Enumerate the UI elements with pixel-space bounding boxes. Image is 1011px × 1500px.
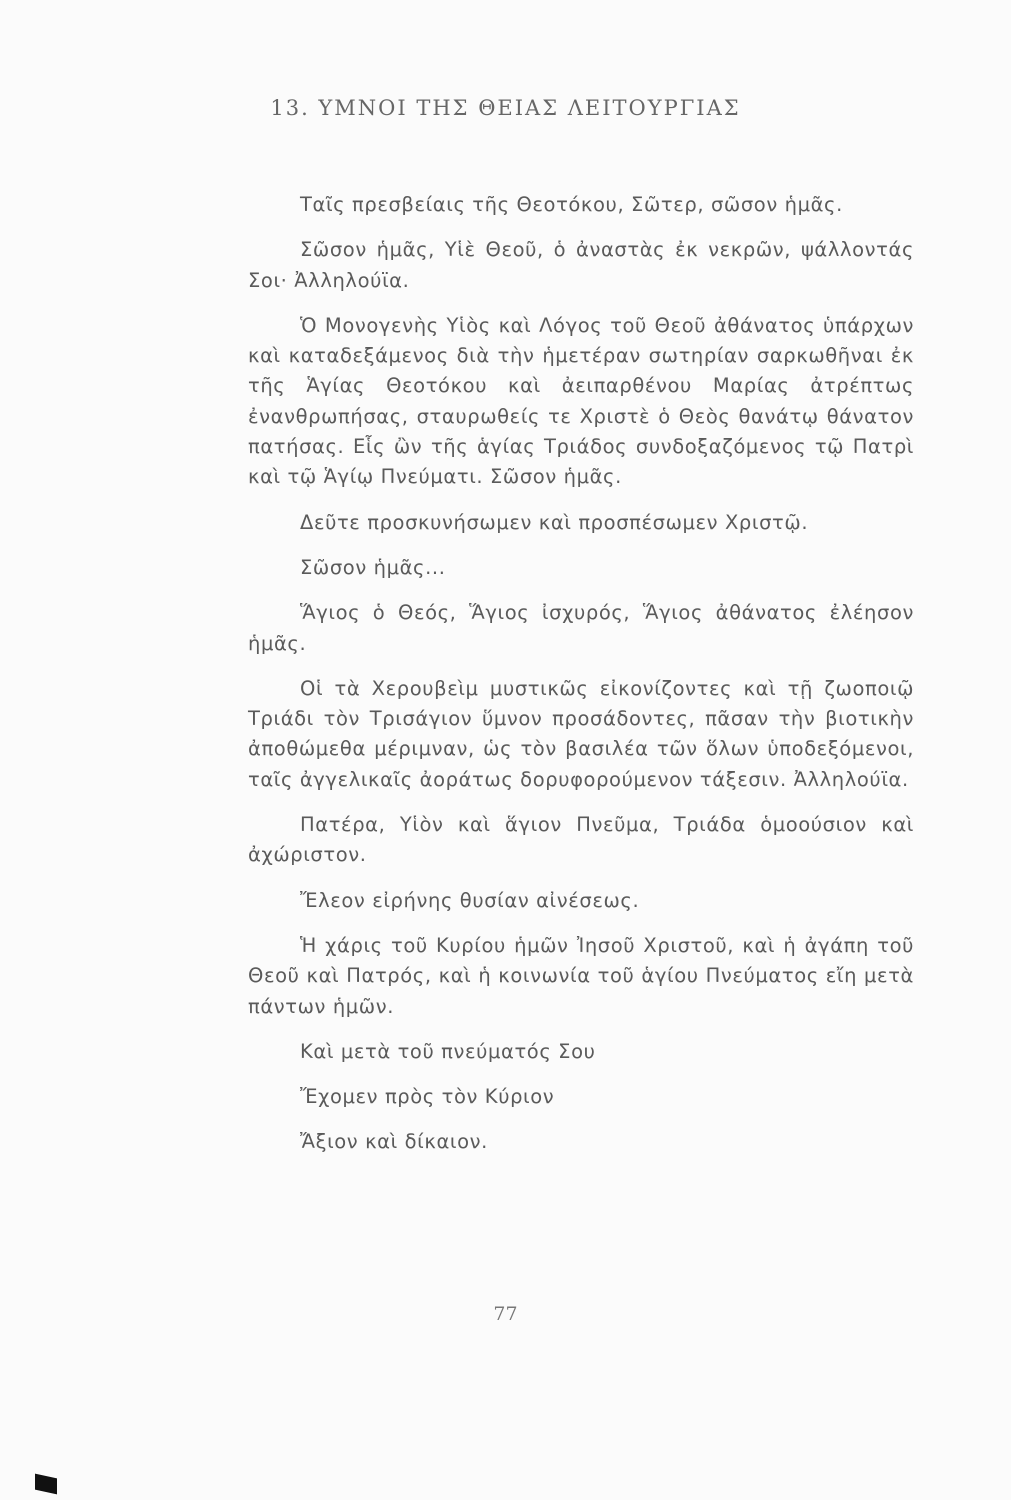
- running-head: 13. ΥΜΝΟΙ ΤΗΣ ΘΕΙΑΣ ΛΕΙΤΟΥΡΓΙΑΣ: [270, 96, 741, 120]
- scan-corner-mark: [35, 1474, 57, 1495]
- paragraph: Ἄξιον καὶ δίκαιον.: [300, 1130, 488, 1154]
- page-number: 77: [493, 1303, 518, 1325]
- paragraph: Πατέρα, Υἱὸν καὶ ἅγιον Πνεῦμα, Τριάδα ὁμοούσιον καὶ ἀχώριστον.: [248, 813, 914, 867]
- paragraph: Δεῦτε προσκυνήσωμεν καὶ προσπέσωμεν Χριστῷ.: [300, 510, 809, 534]
- paragraph: Σῶσον ἡμᾶς, Υἱὲ Θεοῦ, ὁ ἀναστὰς ἐκ νεκρῶν, ψάλλοντάς Σοι· Ἀλληλούϊα.: [248, 238, 914, 292]
- paragraph: Ταῖς πρεσβείαις τῆς Θεοτόκου, Σῶτερ, σῶσον ἡμᾶς.: [300, 193, 843, 216]
- paragraph: Σῶσον ἡμᾶς...: [300, 555, 446, 579]
- paragraph: Ἔχομεν πρὸς τὸν Κύριον: [300, 1085, 555, 1109]
- paragraph: Ἅγιος ὁ Θεός, Ἅγιος ἰσχυρός, Ἅγιος ἀθάνατος ἐλέησον ἡμᾶς.: [248, 601, 914, 655]
- paragraph: Καὶ μετὰ τοῦ πνεύματός Σου: [300, 1039, 596, 1063]
- paragraph: Ἡ χάρις τοῦ Κυρίου ἡμῶν Ἰησοῦ Χριστοῦ, καὶ ἡ ἀγάπη τοῦ Θεοῦ καὶ Πατρός, καὶ ἡ κοινωνία τοῦ ἁγίου Πνεύματος εἴη μετὰ πάντων ἡμῶν.: [248, 933, 914, 1018]
- paragraph: Ἔλεον εἰρήνης θυσίαν αἰνέσεως.: [300, 888, 640, 912]
- hymn-text: [248, 190, 914, 1173]
- paragraph: Οἱ τὰ Χερουβεὶμ μυστικῶς εἰκονίζοντες καὶ τῇ ζωοποιῷ Τριάδι τὸν Τρισάγιον ὕμνον προσάδοντες, πᾶσαν τὴν βιοτικὴν ἀποθώμεθα μέριμναν, ὡς τὸν βασιλέα τῶν ὅλων ὑποδεξόμενοι, ταῖς ἀγγελικαῖς ἀοράτως δορυφορούμενον τάξεσιν. Ἀλληλούϊα.: [248, 676, 914, 791]
- paragraph: Ὁ Μονογενὴς Υἱὸς καὶ Λόγος τοῦ Θεοῦ ἀθάνατος ὑπάρχων καὶ καταδεξάμενος διὰ τὴν ἡμετέραν σωτηρίαν σαρκωθῆναι ἐκ τῆς Ἁγίας Θεοτόκου καὶ ἀειπαρθένου Μαρίας ἀτρέπτως ἐνανθρωπήσας, σταυρωθείς τε Χριστὲ ὁ Θεὸς θανάτῳ θάνατον πατήσας. Εἷς ὢν τῆς ἁγίας Τριάδος συνδοξαζόμενος τῷ Πατρὶ καὶ τῷ Ἁγίῳ Πνεύματι. Σῶσον ἡμᾶς.: [248, 313, 914, 489]
